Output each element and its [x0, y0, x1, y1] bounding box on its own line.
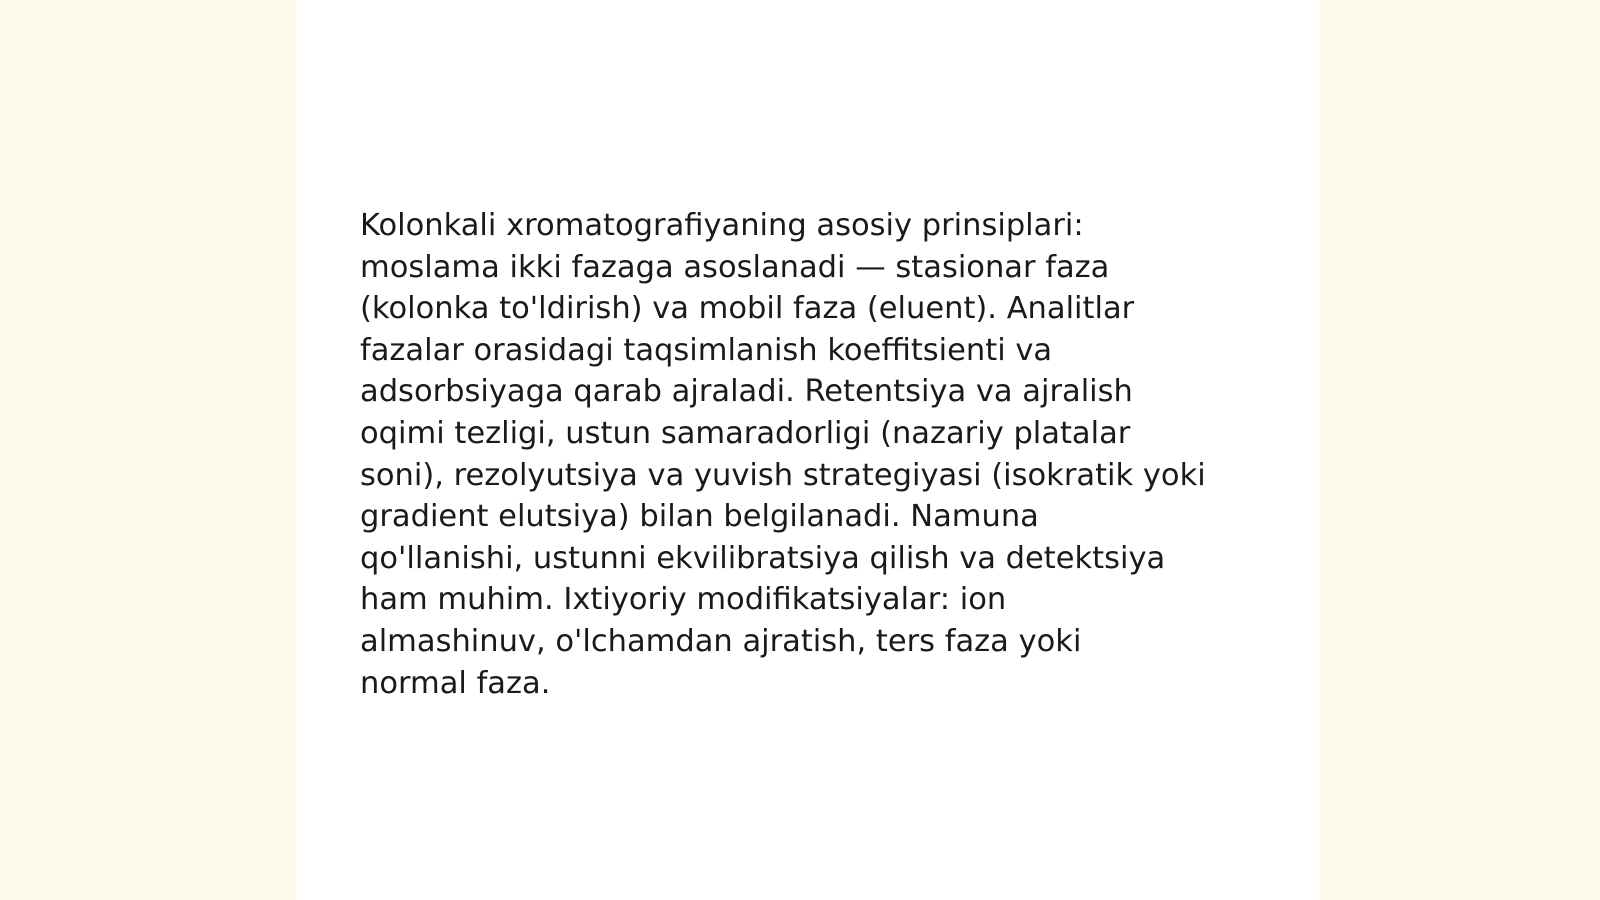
- paragraph-line: (kolonka to'ldirish) va mobil faza (eluent). Analitlar: [360, 291, 1135, 327]
- paragraph-line: moslama ikki fazaga asoslanadi — stasionar faza: [360, 249, 1110, 285]
- paragraph-line: adsorbsiyaga qarab ajraladi. Retentsiya va ajralish: [360, 374, 1133, 410]
- paragraph-line: ham muhim. Ixtiyoriy modifikatsiyalar: ion: [360, 582, 1007, 618]
- paragraph-line: almashinuv, o'lchamdan ajratish, ters faza yoki: [360, 623, 1082, 659]
- paragraph-line: normal faza.: [360, 665, 551, 701]
- paragraph-line: oqimi tezligi, ustun samaradorligi (nazariy platalar: [360, 415, 1131, 451]
- paragraph-line: qo'llanishi, ustunni ekvilibratsiya qilish va detektsiya: [360, 540, 1166, 576]
- body-paragraph: [360, 205, 1260, 704]
- paragraph-line: fazalar orasidagi taqsimlanish koeffitsienti va: [360, 332, 1053, 368]
- paragraph-line: soni), rezolyutsiya va yuvish strategiyasi (isokratik yoki: [360, 457, 1206, 493]
- document-page: [296, 0, 1320, 900]
- paragraph-line: Kolonkali xromatografiyaning asosiy prinsiplari:: [360, 208, 1084, 243]
- paragraph-line: gradient elutsiya) bilan belgilanadi. Namuna: [360, 499, 1039, 535]
